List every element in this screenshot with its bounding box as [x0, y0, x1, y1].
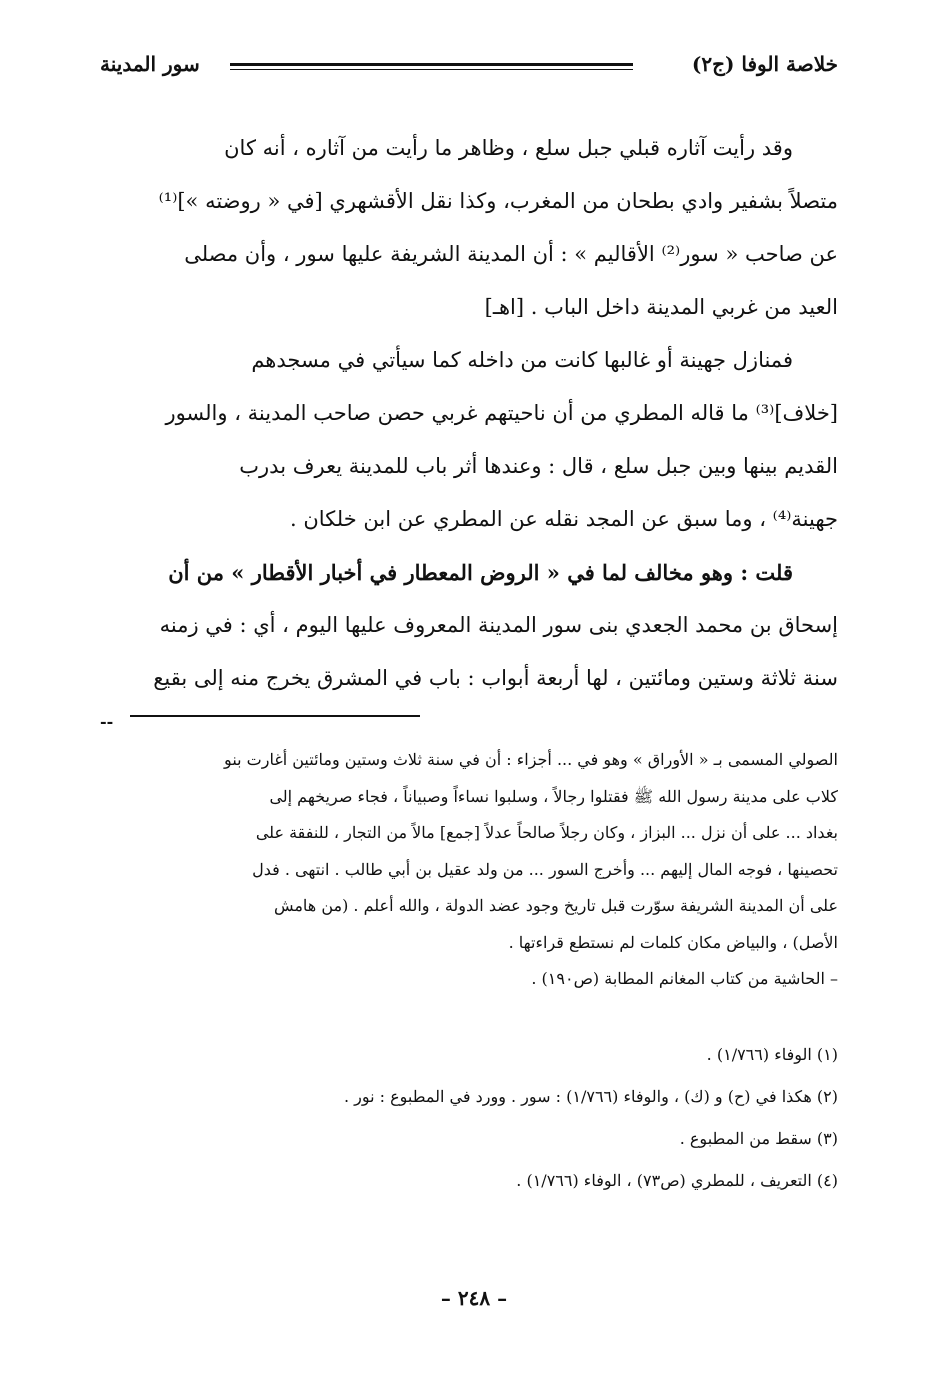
text-line: إسحاق بن محمد الجعدي بنى سور المدينة المعروف عليها اليوم ، أي : في زمنه	[159, 613, 838, 637]
text-line: جهينة⁽⁴⁾ ، وما سبق عن المجد نقله عن المطري عن ابن خلكان .	[290, 507, 838, 531]
footnote-item: (٢) هكذا في (ح) و (ك) ، والوفاء (١/٧٦٦) : سور . وورد في المطبوع : نور .	[343, 1087, 838, 1106]
chapter-title: سور المدينة	[100, 52, 200, 76]
text-line: قلت : وهو مخالف لما في « الروض المعطار في أخبار الأقطار » من أن	[168, 560, 793, 585]
running-header	[100, 52, 838, 82]
footnote-line: على أن المدينة الشريفة سوّرت قبل تاريخ وجود عضد الدولة ، والله أعلم . (من هامش	[273, 896, 838, 915]
footnote-line: الأصل) ، والبياض مكان كلمات لم نستطع قراءتها .	[508, 932, 838, 952]
footnote-line: بغداد ... على أن نزل ... البزاز ، وكان رجلاً صالحاً عدلاً [جمع] مالاً من التجار ، للنفقة على	[255, 823, 838, 842]
footnote-item: (١) الوفاء (١/٧٦٦) .	[706, 1045, 838, 1064]
text-line: فمنازل جهينة أو غالبها كانت من داخله كما سيأتي في مسجدهم	[251, 348, 793, 372]
continued-footnote	[100, 742, 838, 998]
footnote-item: (٤) التعريف ، للمطري (ص٧٣) ، الوفاء (١/٧٦٦) .	[516, 1171, 838, 1190]
footnote-line: الصولي المسمى بـ « الأوراق » وهو في ... أجزاء : أن في سنة ثلاث وستين ومائتين أغارت بنو	[224, 750, 838, 769]
text-line: متصلاً بشفير وادي بطحان من المغرب، وكذا نقل الأقشهري [في « روضته »]⁽¹⁾	[158, 189, 838, 213]
text-line: [خلاف]⁽³⁾ ما قاله المطري من أن ناحيتهم غربي حصن صاحب المدينة ، والسور	[165, 401, 838, 425]
footnote-item: (٣) سقط من المطبوع .	[679, 1129, 838, 1148]
footnote-line: – الحاشية من كتاب المغانم المطابة (ص١٩٠) .	[531, 969, 838, 988]
footnote-line: كلاب على مدينة رسول الله ﷺ فقتلوا رجالاً ، وسلبوا نساءاً وصبياناً ، فجاء صريخهم إلى	[269, 786, 838, 806]
text-line: عن صاحب « سور⁽²⁾ الأقاليم » : أن المدينة الشريفة عليها سور ، وأن مصلى	[184, 242, 838, 266]
main-text	[100, 122, 838, 705]
text-line: وقد رأيت آثاره قبلي جبل سلع ، وظاهر ما رأيت من آثاره ، أنه كان	[224, 136, 793, 160]
footnote-list	[100, 1034, 838, 1202]
text-line: سنة ثلاثة وستين ومائتين ، لها أربعة أبواب : باب في المشرق يخرج منه إلى بقيع	[153, 666, 838, 690]
footnote-continuation-mark: --	[100, 712, 114, 731]
footnote-separator	[130, 715, 420, 717]
page-number: – ٢٤٨ –	[440, 1286, 508, 1310]
text-line: العيد من غربي المدينة داخل الباب . [اهـ]	[484, 295, 838, 319]
header-rule	[230, 63, 633, 70]
text-line: القديم بينها وبين جبل سلع ، قال : وعندها أثر باب للمدينة يعرف بدرب	[239, 454, 838, 478]
book-title: خلاصة الوفا (ج٢)	[691, 52, 838, 76]
footnote-line: تحصينها ، فوجه المال إليهم ... وأخرج السور ... من ولد عقيل بن أبي طالب . انتهى . فدل	[252, 859, 838, 879]
